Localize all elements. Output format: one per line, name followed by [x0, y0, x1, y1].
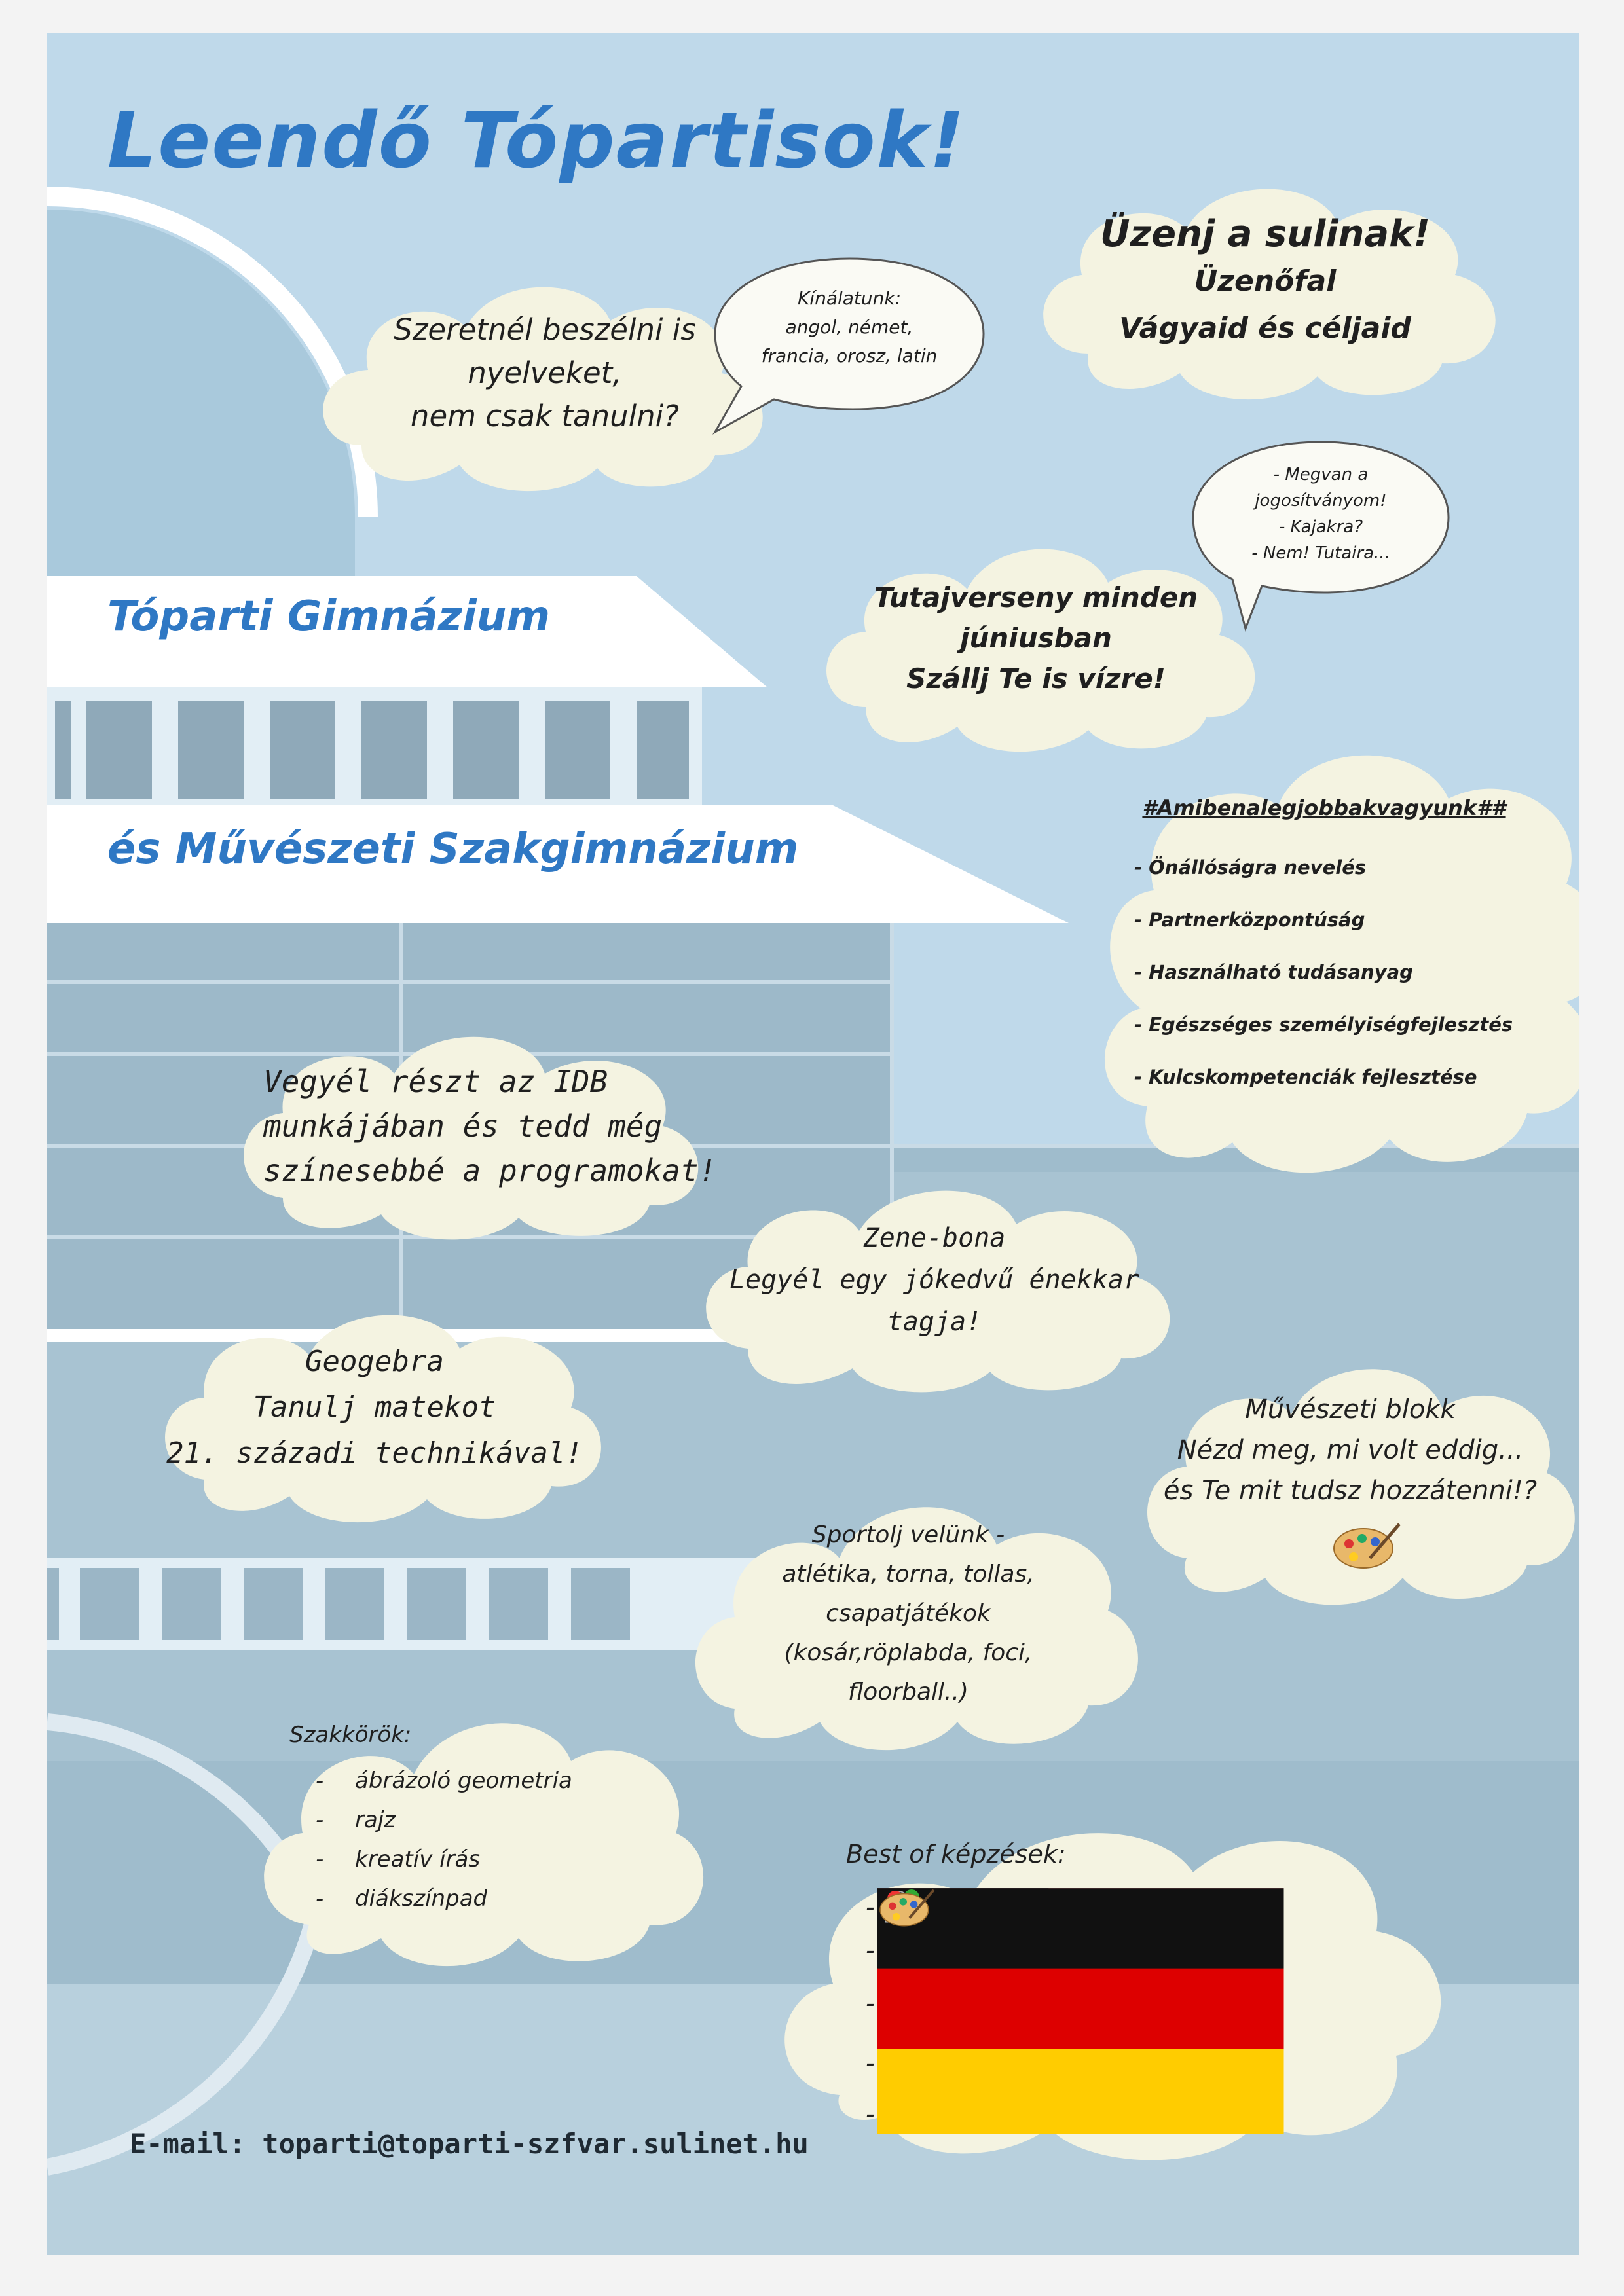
strength-item: - Kulcskompetenciák fejlesztése — [1134, 1066, 1477, 1088]
cloud-message-line: Üzenőfal — [1194, 264, 1337, 298]
clubs-title: Szakkörök: — [289, 1722, 412, 1748]
cloud-strengths — [1069, 714, 1579, 1185]
training-item: - — [866, 1886, 1272, 1929]
speech-bubble-languages-line: francia, orosz, latin — [761, 345, 938, 367]
cloud-message-line: Vágyaid és céljaid — [1119, 312, 1411, 345]
cloud-choir-line: tagja! — [887, 1307, 982, 1337]
palette-icon — [1331, 1519, 1403, 1571]
school-name-line2: és Művészeti Szakgimnázium — [107, 825, 799, 873]
speech-bubble-languages — [702, 242, 997, 439]
cloud-languages-line: nyelveket, — [468, 355, 622, 390]
cloud-sport-line: (kosár,röplabda, foci, — [784, 1639, 1033, 1666]
cloud-art-block-line: Nézd meg, mi volt eddig... — [1177, 1435, 1524, 1465]
cloud-art-block-line: és Te mit tudsz hozzátenni!? — [1163, 1476, 1538, 1506]
cloud-idb — [217, 1008, 728, 1244]
cloud-message — [1010, 157, 1521, 406]
strength-item: - Partnerközpontúság — [1134, 909, 1365, 931]
trainings-title: Best of képzések: — [846, 1840, 1066, 1868]
email-footer[interactable]: E-mail: toparti@toparti-szfvar.sulinet.hu — [130, 2128, 809, 2160]
speech-bubble-license-line: - Megvan a — [1273, 465, 1369, 484]
club-item-label: kreatív írás — [355, 1846, 481, 1872]
speech-bubble-license-line: jogosítványom! — [1255, 491, 1387, 511]
cloud-sport-line: floorball..) — [848, 1679, 969, 1705]
trainings-list — [866, 1886, 1272, 2137]
training-item: - — [866, 2035, 1272, 2091]
club-item-label: ábrázoló geometria — [355, 1768, 572, 1794]
training-item: - — [866, 1972, 1272, 2035]
cloud-geogebra-line: Tanulj matekot — [253, 1391, 496, 1424]
cloud-geogebra-line: 21. századi technikával! — [166, 1436, 583, 1470]
german-flag-icon — [877, 1886, 1284, 2137]
cloud-geogebra-line: Geogebra — [305, 1345, 444, 1378]
cloud-clubs — [237, 1676, 709, 1977]
strengths-list — [1134, 841, 1513, 1103]
cloud-sport-line: csapatjátékok — [826, 1600, 991, 1627]
cloud-languages-line: nem csak tanulni? — [410, 399, 680, 433]
speech-bubble-license-line: - Nem! Tutaira... — [1251, 543, 1390, 563]
cloud-idb-line: színesebbé a programokat! — [263, 1153, 717, 1188]
clubs-list — [316, 1761, 572, 1918]
club-item: - kreatív írás — [316, 1840, 572, 1879]
cloud-sport — [669, 1460, 1147, 1768]
training-item: - — [866, 1929, 1272, 1972]
club-item: - ábrázoló geometria — [316, 1761, 572, 1800]
strength-item: - Egészséges személyiségfejlesztés — [1134, 1013, 1513, 1036]
cloud-art-block-line: Művészeti blokk — [1245, 1394, 1456, 1425]
cloud-sport-line: Sportolj velünk - — [811, 1522, 1005, 1548]
speech-bubble-license-line: - Kajakra? — [1278, 517, 1363, 537]
poster — [47, 33, 1579, 2255]
speech-bubble-languages-line: Kínálatunk: — [797, 287, 902, 309]
cloud-sport-line: atlétika, torna, tollas, — [782, 1561, 1035, 1588]
club-item: - rajz — [316, 1800, 572, 1840]
cloud-choir — [676, 1159, 1193, 1401]
cloud-idb-line: Vegyél részt az IDB — [263, 1064, 608, 1099]
cloud-raft-race-line: júniusban — [960, 622, 1112, 654]
speech-bubble-languages-line: angol, német, — [785, 316, 913, 338]
training-item: - — [866, 2091, 1272, 2137]
cloud-choir-line: Legyél egy jókedvű énekkar — [729, 1265, 1140, 1295]
cloud-raft-race-line: Tutajverseny minden — [874, 581, 1198, 613]
strength-item: - Használható tudásanyag — [1134, 961, 1413, 983]
school-name-line1: Tóparti Gimnázium — [107, 592, 551, 641]
cloud-choir-line: Zene-bona — [863, 1223, 1006, 1253]
hashtag-heading: #Amibenalegjobbakvagyunk## — [1142, 795, 1506, 820]
club-item-label: rajz — [355, 1807, 396, 1833]
club-item: - diákszínpad — [316, 1879, 572, 1918]
cloud-trainings — [748, 1761, 1534, 2167]
cloud-raft-race-line: Szállj Te is vízre! — [906, 663, 1166, 695]
cloud-message-title: Üzenj a sulinak! — [1100, 213, 1430, 255]
cloud-art-block — [1121, 1329, 1579, 1617]
strength-item: - Önállóságra nevelés — [1134, 856, 1367, 879]
cloud-languages-line: Szeretnél beszélni is — [394, 312, 696, 347]
palette-icon — [877, 1886, 936, 1929]
cloud-geogebra — [139, 1283, 610, 1532]
poster-title: Leendő Tópartisok! — [107, 95, 966, 185]
club-item-label: diákszínpad — [355, 1886, 488, 1912]
cloud-idb-line: munkájában és tedd még — [263, 1108, 663, 1144]
